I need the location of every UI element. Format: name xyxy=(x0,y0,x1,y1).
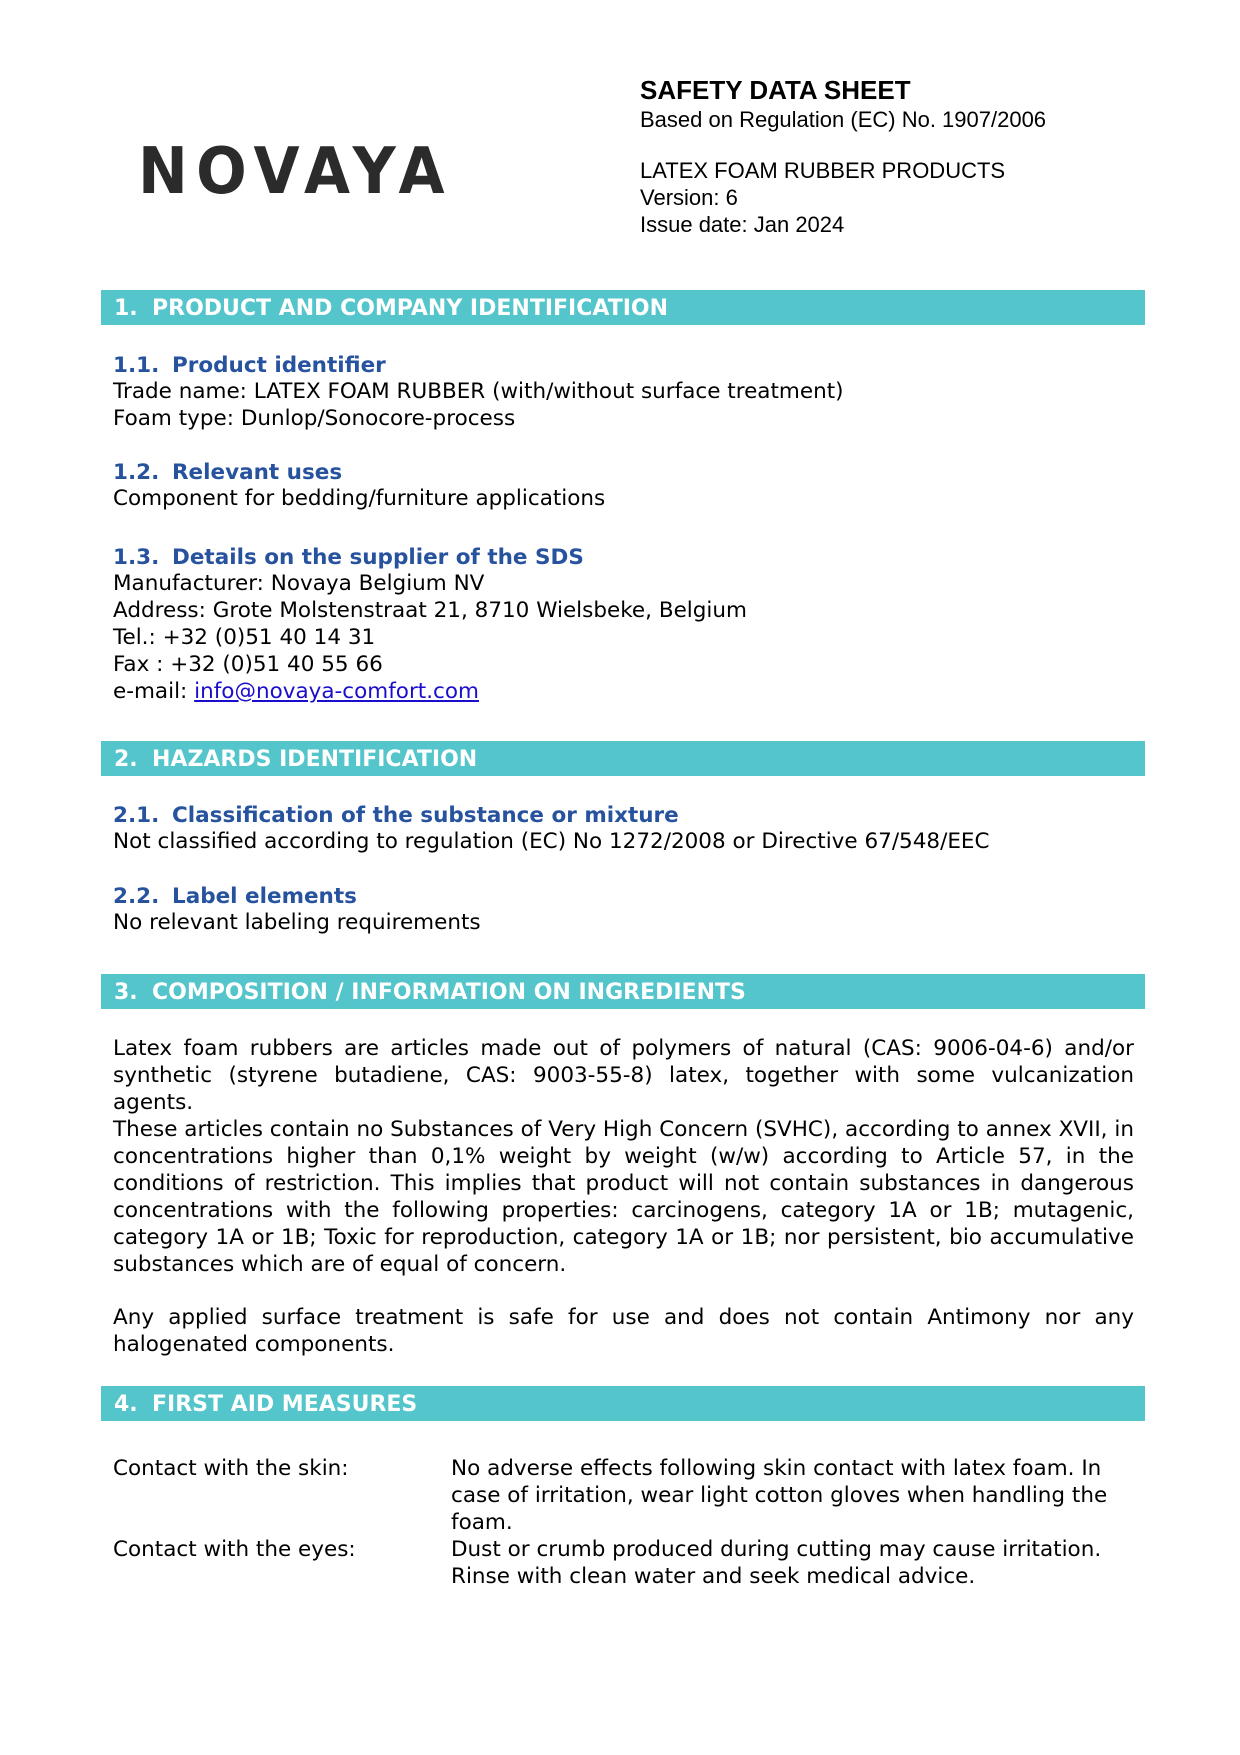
subsection-title: Relevant uses xyxy=(172,460,343,485)
text-line: Component for bedding/furniture applications xyxy=(113,486,606,511)
regulation-line: Based on Regulation (EC) No. 1907/2006 xyxy=(640,107,1047,132)
subsection-heading-2-2 xyxy=(113,883,357,910)
text-line: Not classified according to regulation (EC) No 1272/2008 or Directive 67/548/EEC xyxy=(113,829,990,854)
subsection-number: 2.2. xyxy=(113,884,160,909)
document-header xyxy=(640,74,1046,238)
subsection-number: 2.1. xyxy=(113,803,160,828)
subsection-body-1-1 xyxy=(113,378,1134,432)
section-header-1 xyxy=(101,290,1145,325)
subsection-number: 1.3. xyxy=(113,545,160,570)
composition-paragraph-3: Any applied surface treatment is safe for use and does not contain Antimony nor any halogenated components. xyxy=(113,1305,1134,1357)
section-title: COMPOSITION / INFORMATION ON INGREDIENTS xyxy=(152,980,746,1005)
subsection-heading-1-3 xyxy=(113,544,584,571)
subsection-body-2-2 xyxy=(113,909,1134,936)
first-aid-label-skin: Contact with the skin: xyxy=(113,1456,349,1481)
section-header-2 xyxy=(101,741,1145,776)
subsection-heading-1-1 xyxy=(113,352,386,379)
subsection-body-1-2 xyxy=(113,485,1134,512)
first-aid-value-eyes: Dust or crumb produced during cutting may cause irritation. Rinse with clean water and seek medical advice. xyxy=(451,1537,1102,1589)
section-title: PRODUCT AND COMPANY IDENTIFICATION xyxy=(152,296,669,321)
text-line: Manufacturer: Novaya Belgium NV xyxy=(113,571,485,596)
composition-paragraph-2: These articles contain no Substances of Very High Concern (SVHC), according to annex XVII, in concentrations higher than 0,1% weight by weight (w/w) according to Article 57, in the conditions of restriction. This implies that product will not contain substances in dangerous concentrations with the following properties: carcinogens, category 1A or 1B; mutagenic, category 1A or 1B; Toxic for reproduction, category 1A or 1B; nor persistent, bio accumulative substances which are of equal of concern. xyxy=(113,1117,1134,1277)
email-link[interactable]: info@novaya-comfort.com xyxy=(194,679,479,704)
section-number: 1. xyxy=(114,296,138,321)
first-aid-label-eyes: Contact with the eyes: xyxy=(113,1537,356,1562)
composition-paragraph-1: Latex foam rubbers are articles made out of polymers of natural (CAS: 9006-04-6) and/or synthetic (styrene butadiene, CAS: 9003-55-8) latex, together with some vulcanization agents. xyxy=(113,1036,1134,1115)
text-line: Tel.: +32 (0)51 40 14 31 xyxy=(113,625,376,650)
subsection-title: Product identifier xyxy=(172,353,386,378)
text-line: No relevant labeling requirements xyxy=(113,910,481,935)
issue-date-line: Issue date: Jan 2024 xyxy=(640,212,845,237)
text-line: Foam type: Dunlop/Sonocore-process xyxy=(113,406,516,431)
section-number: 2. xyxy=(114,747,138,772)
subsection-title: Classification of the substance or mixture xyxy=(172,803,679,828)
subsection-number: 1.1. xyxy=(113,353,160,378)
section-number: 4. xyxy=(114,1392,138,1417)
section-title: HAZARDS IDENTIFICATION xyxy=(152,747,478,772)
section-header-3 xyxy=(101,974,1145,1009)
section-number: 3. xyxy=(114,980,138,1005)
text-line: Address: Grote Molstenstraat 21, 8710 Wielsbeke, Belgium xyxy=(113,598,747,623)
email-line xyxy=(113,678,1134,705)
product-line: LATEX FOAM RUBBER PRODUCTS xyxy=(640,158,1006,183)
document-title: SAFETY DATA SHEET xyxy=(640,75,911,105)
subsection-body-2-1 xyxy=(113,828,1134,855)
section-title: FIRST AID MEASURES xyxy=(152,1392,418,1417)
email-label: e-mail: xyxy=(113,679,195,704)
section-header-4 xyxy=(101,1386,1145,1421)
subsection-heading-1-2 xyxy=(113,459,342,486)
text-line: Trade name: LATEX FOAM RUBBER (with/without surface treatment) xyxy=(113,379,844,404)
version-line: Version: 6 xyxy=(640,185,738,210)
subsection-heading-2-1 xyxy=(113,802,679,829)
subsection-number: 1.2. xyxy=(113,460,160,485)
subsection-title: Label elements xyxy=(172,884,357,909)
first-aid-value-skin: No adverse effects following skin contact with latex foam. In case of irritation, wear light cotton gloves when handling the foam. xyxy=(451,1456,1108,1535)
subsection-body-1-3 xyxy=(113,570,1134,705)
company-logo: NOVAYA xyxy=(138,135,453,209)
subsection-title: Details on the supplier of the SDS xyxy=(172,545,584,570)
text-line: Fax : +32 (0)51 40 55 66 xyxy=(113,652,383,677)
